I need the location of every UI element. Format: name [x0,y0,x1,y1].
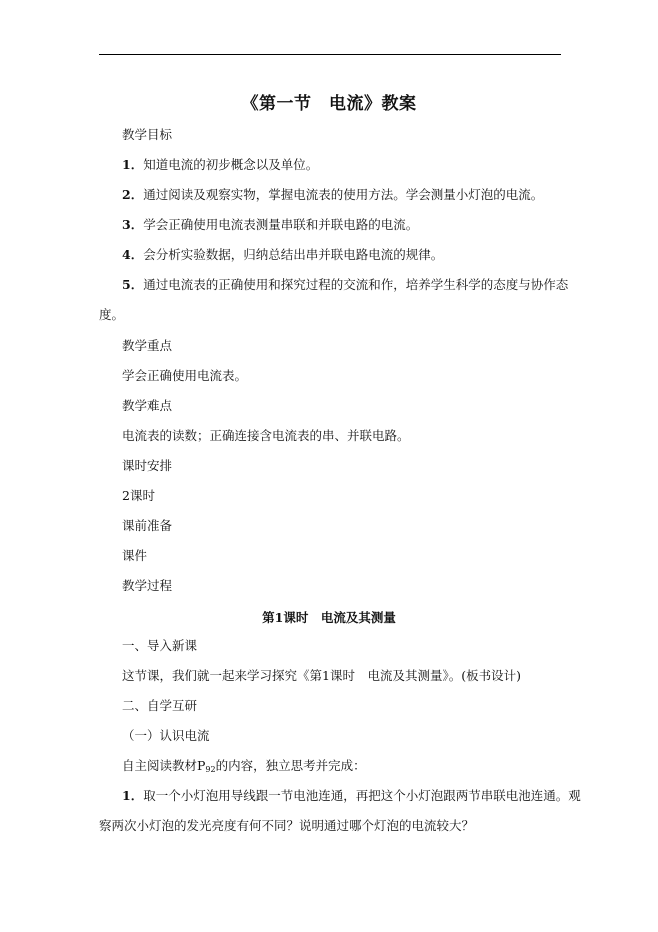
objective-item [122,277,568,293]
process-heading: 教学过程 [122,578,173,593]
objective-item [122,157,318,173]
objective-number: 4． [122,247,144,262]
objective-text: 通过阅读及观察实物，掌握电流表的使用方法。学会测量小灯泡的电流。 [143,187,544,202]
difficulties-heading: 教学难点 [122,398,173,413]
schedule-heading: 课时安排 [122,458,173,473]
objective-number: 3． [122,217,144,232]
objectives-heading: 教学目标 [122,127,173,142]
subsection-heading: （一）认识电流 [122,728,210,743]
objective-text: 学会正确使用电流表测量串联和并联电路的电流。 [143,217,419,232]
objective-text: 会分析实验数据，归纳总结出串并联电路电流的规律。 [143,247,444,262]
question-number: 1． [122,788,144,803]
prep-heading: 课前准备 [122,518,173,533]
schedule-text: 2课时 [122,488,155,503]
objective-number: 2． [122,187,144,202]
objective-continuation: 度。 [99,307,125,322]
objective-text: 通过电流表的正确使用和探究过程的交流和作，培养学生科学的态度与协作态 [143,277,569,292]
objective-text: 知道电流的初步概念以及单位。 [143,157,319,172]
objective-number: 1． [122,157,144,172]
header-rule [99,54,561,55]
difficulties-text: 电流表的读数；正确连接含电流表的串、并联电路。 [122,428,410,443]
section-text: 这节课，我们就一起来学习探究《第1课时 电流及其测量》。(板书设计) [122,668,521,683]
lesson-title: 第1课时 电流及其测量 [262,610,396,625]
page-subscript: 92 [205,765,216,774]
prep-text: 课件 [122,548,148,563]
key-points-text: 学会正确使用电流表。 [122,368,248,383]
objective-item [122,217,418,233]
question-item [122,788,581,804]
key-points-heading: 教学重点 [122,338,173,353]
question-continuation: 察两次小灯泡的发光亮度有何不同？说明通过哪个灯泡的电流较大？ [99,818,475,833]
document-title: 《第一节 电流》教案 [241,94,417,114]
reading-instruction [122,758,366,778]
objective-number: 5． [122,277,144,292]
question-text: 取一个小灯泡用导线跟一节电池连通，再把这个小灯泡跟两节串联电池连通。观 [143,788,581,803]
reading-prefix: 自主阅读教材P [122,758,206,773]
objective-item [122,187,543,203]
objective-item [122,247,443,263]
section-heading: 二、自学互研 [122,698,198,713]
reading-suffix: 的内容，独立思考并完成： [215,758,366,773]
section-heading: 一、导入新课 [122,638,198,653]
